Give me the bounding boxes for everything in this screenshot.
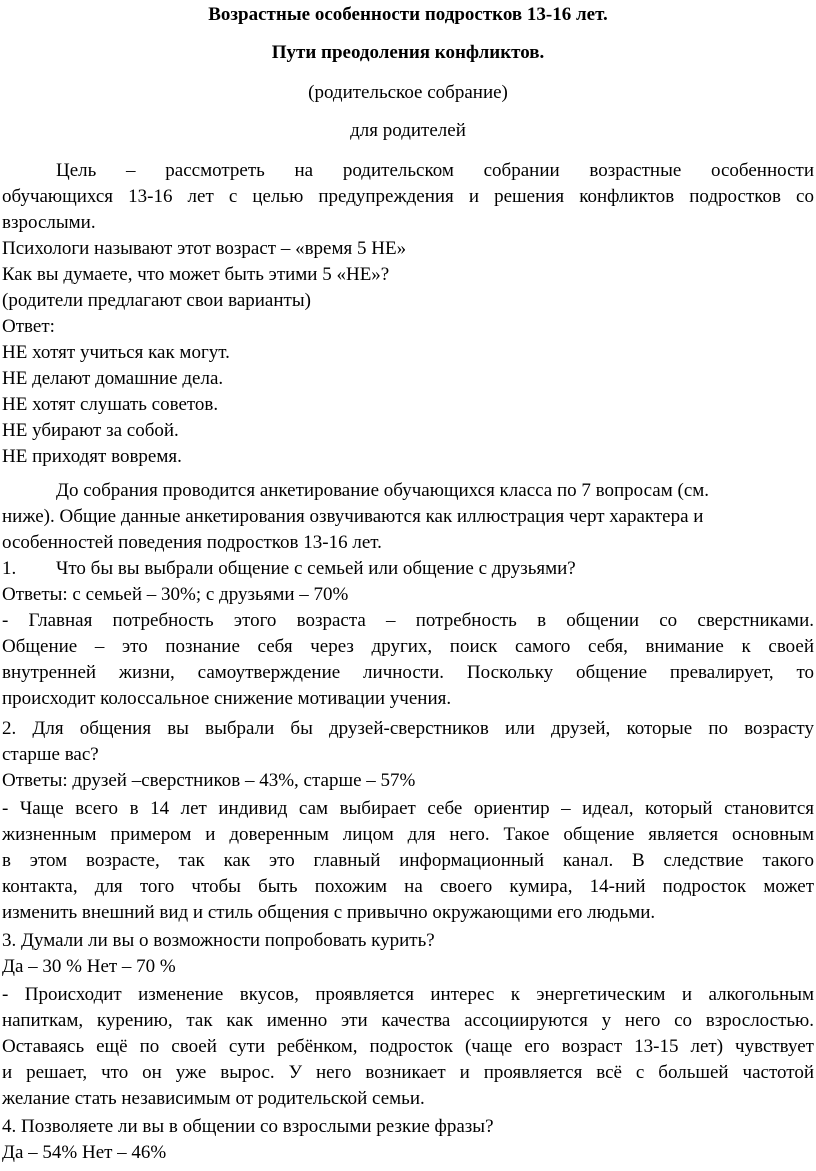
paragraph-line: - Чаще всего в 14 лет индивид сам выбирает себе ориентир – идеал, который становится bbox=[2, 798, 814, 819]
paragraph-line: - Главная потребность этого возраста – потребность в общении со сверстниками. bbox=[2, 610, 814, 631]
paragraph-line: Цель – рассмотреть на родительском собрании возрастные особенности bbox=[56, 160, 814, 181]
paragraph-line: Ответ: bbox=[2, 316, 55, 337]
question-3: 3. Думали ли вы о возможности попробовать курить? bbox=[2, 930, 435, 951]
question-text: Что бы вы выбрали общение с семьей или общение с друзьями? bbox=[56, 558, 576, 579]
document-title: Возрастные особенности подростков 13-16 лет. bbox=[208, 4, 608, 25]
paragraph-line: взрослыми. bbox=[2, 212, 96, 233]
list-item: НЕ приходят вовремя. bbox=[2, 446, 182, 467]
paragraph-line: Оставаясь ещё по своей сути ребёнком, подросток (чаще его возраст 13-15 лет) чувствует bbox=[2, 1036, 814, 1057]
paragraph-line: происходит колоссальное снижение мотивации учения. bbox=[2, 688, 452, 709]
paragraph-line: и решает, что он уже вырос. У него возникает и проявляется всё с большей частотой bbox=[2, 1062, 814, 1083]
question-2: 2. Для общения вы выбрали бы друзей-сверстников или друзей, которые по возрасту bbox=[2, 718, 814, 739]
paragraph-line: Общение – это познание себя через других, поиск самого себя, внимание к своей bbox=[2, 636, 814, 657]
paragraph-line: До собрания проводится анкетирование обучающихся класса по 7 вопросам (см. bbox=[56, 480, 710, 501]
paragraph-line: напиткам, курению, так как именно эти качества ассоциируются у него со взрослостью. bbox=[2, 1010, 814, 1031]
answer-line: Ответы: с семьей – 30%; с друзьями – 70% bbox=[2, 584, 349, 605]
question-1 bbox=[2, 556, 814, 582]
audience-line: для родителей bbox=[350, 120, 466, 141]
paragraph-line: в этом возрасте, так как это главный информационный канал. В следствие такого bbox=[2, 850, 814, 871]
paragraph-line: Психологи называют этот возраст – «время 5 НЕ» bbox=[2, 238, 407, 259]
paragraph-line: жизненным примером и доверенным лицом для него. Такое общение является основным bbox=[2, 824, 814, 845]
answer-line: Ответы: друзей –сверстников – 43%, старше – 57% bbox=[2, 770, 416, 791]
question-2-end: старше вас? bbox=[2, 744, 99, 765]
paragraph-line: особенностей поведения подростков 13-16 лет. bbox=[2, 532, 382, 553]
paragraph-line: обучающихся 13-16 лет с целью предупреждения и решения конфликтов подростков со bbox=[2, 186, 814, 207]
list-item: НЕ убирают за собой. bbox=[2, 420, 179, 441]
answer-line: Да – 30 % Нет – 70 % bbox=[2, 956, 176, 977]
paragraph-line: Как вы думаете, что может быть этими 5 «НЕ»? bbox=[2, 264, 390, 285]
document-subtitle-bold: Пути преодоления конфликтов. bbox=[271, 42, 545, 63]
paragraph-line: - Происходит изменение вкусов, проявляется интерес к энергетическим и алкогольным bbox=[2, 984, 814, 1005]
question-number: 1. bbox=[2, 558, 17, 579]
paragraph-line: контакта, для того чтобы быть похожим на своего кумира, 14-ний подросток может bbox=[2, 876, 814, 897]
question-4: 4. Позволяете ли вы в общении со взрослыми резкие фразы? bbox=[2, 1116, 494, 1137]
list-item: НЕ делают домашние дела. bbox=[2, 368, 224, 389]
paragraph-line: ниже). Общие данные анкетирования озвучиваются как иллюстрация черт характера и bbox=[2, 506, 704, 527]
paragraph-line: желание стать независимым от родительской семьи. bbox=[2, 1088, 425, 1109]
list-item: НЕ хотят учиться как могут. bbox=[2, 342, 230, 363]
paragraph-line: внутренней жизни, самоутверждение личности. Поскольку общение превалирует, то bbox=[2, 662, 814, 683]
answer-line: Да – 54% Нет – 46% bbox=[2, 1142, 167, 1163]
paragraph-line: (родители предлагают свои варианты) bbox=[2, 290, 311, 311]
paragraph-line: изменить внешний вид и стиль общения с привычно окружающими его людьми. bbox=[2, 902, 656, 923]
meeting-type: (родительское собрание) bbox=[308, 82, 508, 103]
list-item: НЕ хотят слушать советов. bbox=[2, 394, 219, 415]
